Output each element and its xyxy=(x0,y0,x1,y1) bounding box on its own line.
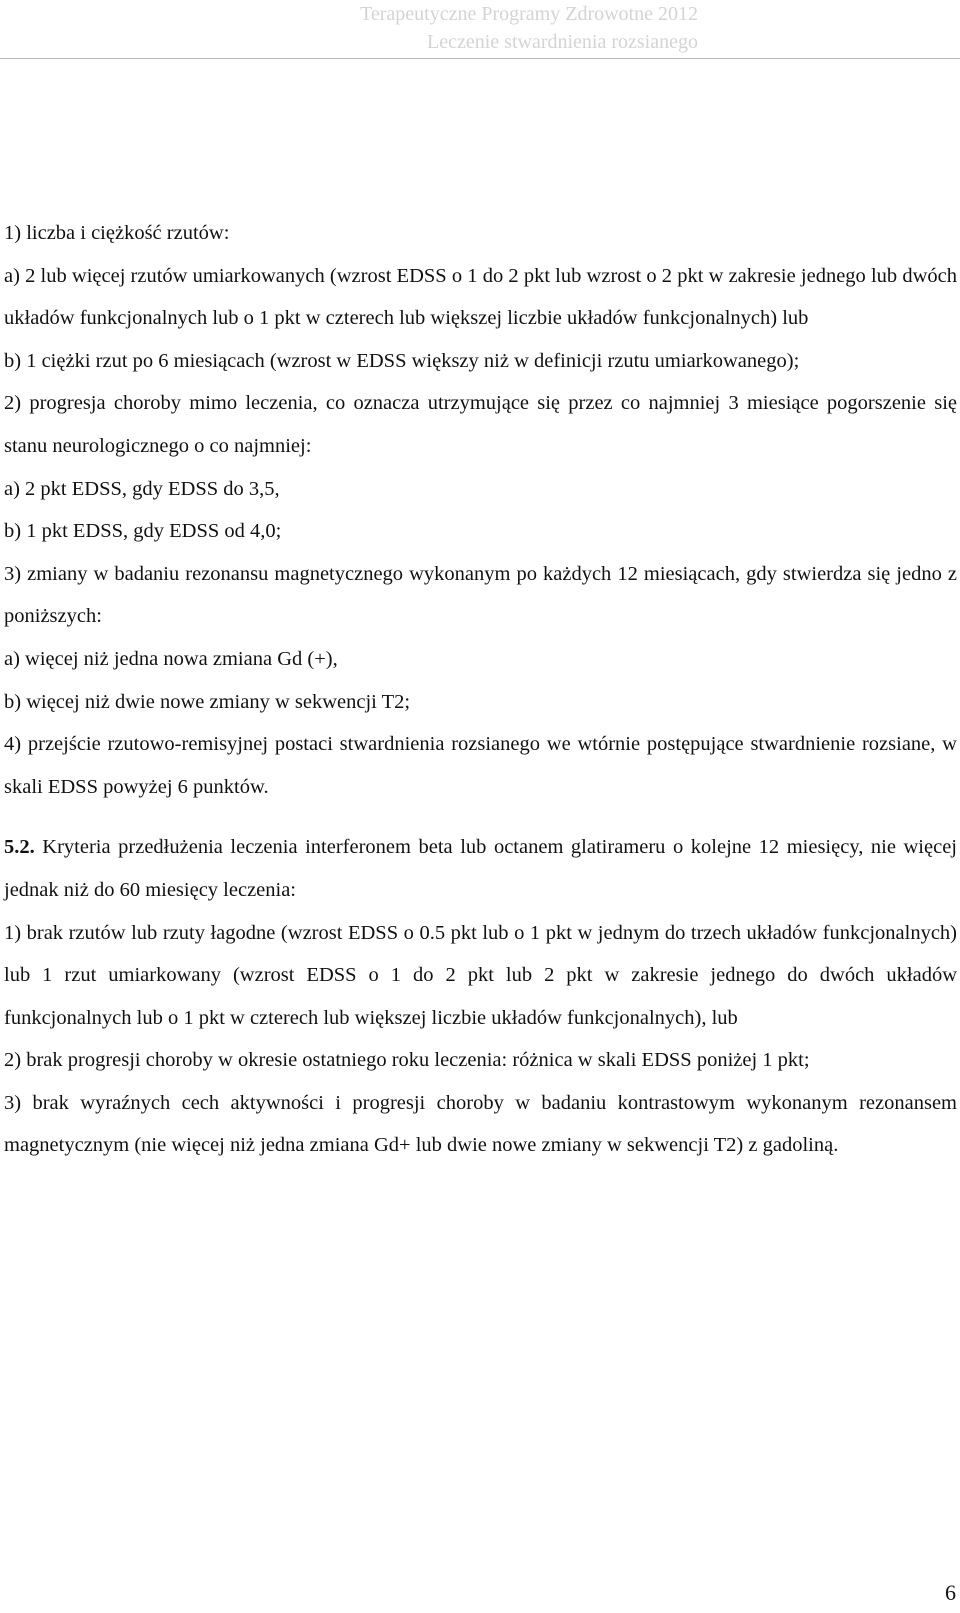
criteria-item-1: 1) liczba i ciężkość rzutów: xyxy=(4,222,230,244)
page-number: 6 xyxy=(945,1580,956,1605)
criteria-item-4: 4) przejście rzutowo-remisyjnej postaci stwardnienia rozsianego we wtórnie postępujące stwardnienie rozsiane, w skali EDSS powyżej 6 punktów. xyxy=(4,733,957,798)
document-body xyxy=(4,212,957,1167)
section-number: 5.2. xyxy=(4,836,35,859)
criteria-item-3b: b) więcej niż dwie nowe zmiany w sekwencji T2; xyxy=(4,690,411,713)
page-header xyxy=(0,0,960,59)
header-program-title: Terapeutyczne Programy Zdrowotne 2012 xyxy=(360,3,698,25)
criteria-item-3a: a) więcej niż jedna nowa zmiana Gd (+), xyxy=(4,647,338,670)
criteria-item-3: 3) zmiany w badaniu rezonansu magnetycznego wykonanym po każdych 12 miesiącach, gdy stwierdza się jedno z poniższych: xyxy=(4,562,957,628)
extension-criterion-2: 2) brak progresji choroby w okresie ostatniego roku leczenia: różnica w skali EDSS poniżej 1 pkt; xyxy=(4,1049,810,1072)
section-5-2-text: Kryteria przedłużenia leczenia interferonem beta lub octanem glatirameru o kolejne 12 miesięcy, nie więcej jednak niż do 60 miesięcy leczenia: xyxy=(4,836,957,901)
extension-criterion-1: 1) brak rzutów lub rzuty łagodne (wzrost EDSS o 0.5 pkt lub o 1 pkt w jednym do trzech układów funkcjonalnych) lub 1 rzut umiarkowany (wzrost EDSS o 1 do 2 pkt lub 2 pkt w zakresie jednego do dwóch układów funkcjonalnych lub o 1 pkt w czterech lub większej liczbie układów funkcjonalnych), lub xyxy=(4,921,957,1029)
criteria-item-2b: b) 1 pkt EDSS, gdy EDSS od 4,0; xyxy=(4,520,282,543)
extension-criterion-3: 3) brak wyraźnych cech aktywności i progresji choroby w badaniu kontrastowym wykonanym rezonansem magnetycznym (nie więcej niż jedna zmiana Gd+ lub dwie nowe zmiany w sekwencji T2) z gadoliną. xyxy=(4,1091,957,1157)
criteria-item-2a: a) 2 pkt EDSS, gdy EDSS do 3,5, xyxy=(4,477,280,500)
criteria-item-2: 2) progresja choroby mimo leczenia, co oznacza utrzymujące się przez co najmniej 3 miesiące pogorszenie się stanu neurologicznego o co najmniej: xyxy=(4,392,957,457)
section-spacer xyxy=(4,808,957,826)
header-program-subtitle: Leczenie stwardnienia rozsianego xyxy=(427,31,698,53)
criteria-item-1b: b) 1 ciężki rzut po 6 miesiącach (wzrost w EDSS większy niż w definicji rzutu umiarkowanego); xyxy=(4,349,800,372)
criteria-item-1a: a) 2 lub więcej rzutów umiarkowanych (wzrost EDSS o 1 do 2 pkt lub wzrost o 2 pkt w zakresie jednego lub dwóch układów funkcjonalnych lub o 1 pkt w czterech lub większej liczbie układów funkcjonalnych) lub xyxy=(4,264,957,330)
section-5-2-heading xyxy=(4,826,957,911)
